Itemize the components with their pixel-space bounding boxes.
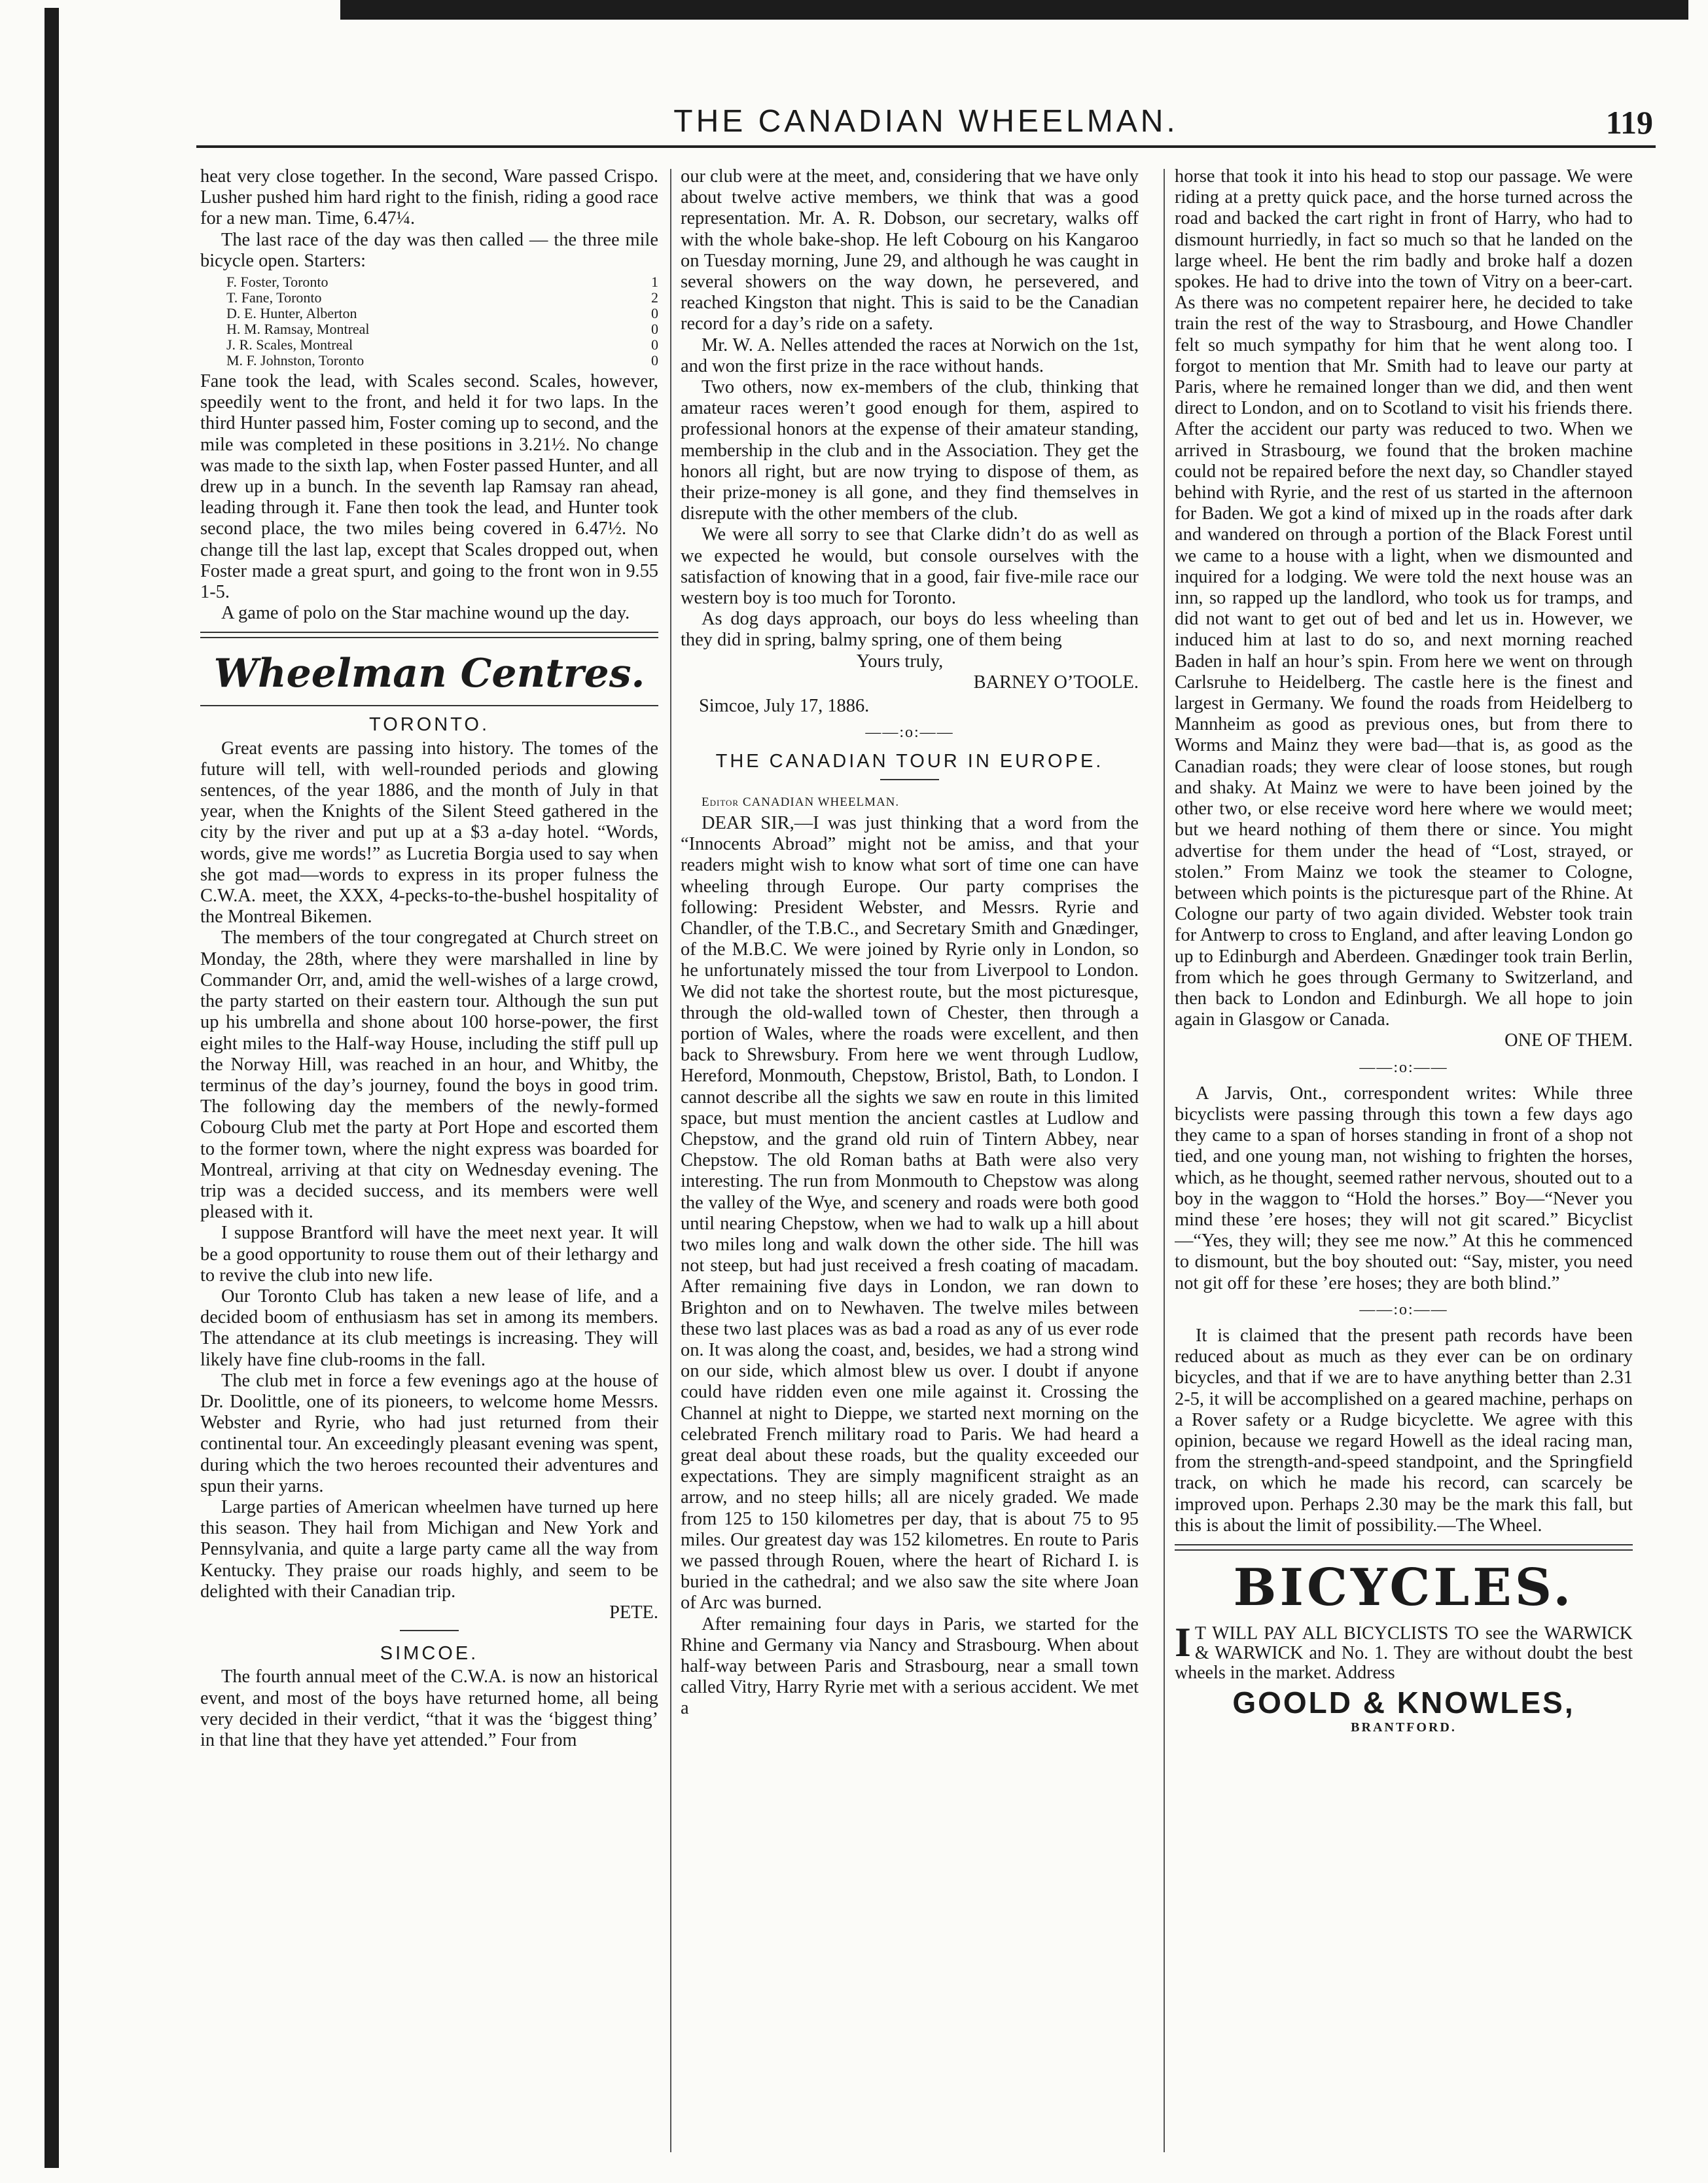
advertiser-name: GOOLD & KNOWLES, <box>1232 1686 1575 1720</box>
tour-heading: THE CANADIAN TOUR IN EUROPE. <box>715 751 1104 772</box>
article-paragraph: A Jarvis, Ont., correspondent writes: While three bicyclists were passing through this town a few days ago they came to a span of horses standing in front of a shop not tied, and one young man, not wishing to frighten the horses, which, as he thought, seemed rather nervous, shouted out to a boy in the waggon to “Hold the horses.” Boy—“Never you mind these ’ere hoses; they will not git scared.” Bicyclist—“Yes, they will; they see me now.” At this he commenced to dismount, but the boy shouted out: “Say, mister, you need not git off for these ’ere hoses; they are both blind.” <box>1175 1083 1633 1293</box>
article-paragraph: Mr. W. A. Nelles attended the races at Norwich on the 1st, and won the first prize in the race without hands. <box>681 334 1139 376</box>
section-break: ——:o:—— <box>1359 1058 1448 1076</box>
starter-name: T. Fane, Toronto <box>226 289 322 306</box>
page-edge-bar <box>44 8 59 2168</box>
top-border-rule <box>340 0 1688 20</box>
starter-row <box>226 353 658 369</box>
starter-score: 0 <box>651 336 658 353</box>
starter-row <box>226 337 658 353</box>
ad-drop-cap: I <box>1175 1619 1191 1665</box>
starters-list <box>226 274 658 369</box>
toronto-signature: PETE. <box>609 1602 658 1623</box>
article-paragraph: I suppose Brantford will have the meet next year. It will be a good opportunity to rouse them out of their lethargy and to revive the club into new life. <box>200 1223 658 1286</box>
starter-score: 0 <box>651 305 658 322</box>
section-break: ——:o:—— <box>1359 1301 1448 1318</box>
column-1 <box>200 166 658 2156</box>
starter-row <box>226 290 658 306</box>
simcoe-heading: SIMCOE. <box>380 1643 479 1665</box>
starter-score: 2 <box>651 289 658 306</box>
column-3 <box>1175 166 1633 2156</box>
editor-salutation: Editor CANADIAN WHEELMAN. <box>702 795 900 809</box>
article-paragraph: As dog days approach, our boys do less wheeling than they did in spring, balmy spring, one of them being <box>681 609 1139 651</box>
article-paragraph: heat very close together. In the second, Ware passed Crispo. Lusher pushed him hard right to the finish, riding a good race for a new man. Time, 6.47¼. <box>200 166 658 229</box>
running-title: THE CANADIAN WHEELMAN. <box>673 104 1179 139</box>
bicycles-ad-text <box>1175 1619 1633 1683</box>
starter-row <box>226 274 658 290</box>
starter-name: H. M. Ramsay, Montreal <box>226 321 370 338</box>
starter-score: 1 <box>651 274 658 291</box>
section-double-rule <box>1175 1544 1633 1551</box>
starter-row <box>226 306 658 321</box>
starter-name: M. F. Johnston, Toronto <box>226 352 365 369</box>
letter-dateline: Simcoe, July 17, 1886. <box>699 696 870 717</box>
section-double-rule <box>200 632 658 638</box>
article-paragraph: We were all sorry to see that Clarke didn’t do as well as we expected he would, but console ourselves with the satisfaction of knowing that in a good, fair five-mile race our western boy is too much for Toronto. <box>681 524 1139 609</box>
section-rule <box>200 705 658 706</box>
article-paragraph: Great events are passing into history. The tomes of the future will tell, with well-rounded periods and glowing sentences, of the year 1886, and the month of July in that year, when the Knights of the Silent Steed gathered in the city by the river and put up at a $3 a-day hotel. “Words, words, give me words!” as Lucretia Borgia used to say when she got mad—words to express in its proper fulness the C.W.A. meet, the XXX, 4-pecks-to-the-bushel hospitality of the Montreal Bikemen. <box>200 738 658 928</box>
article-paragraph: DEAR SIR,—I was just thinking that a word from the “Innocents Abroad” might not be amiss, and that your readers might wish to know what sort of time one can have wheeling through Europe. Our party comprises the following: President Webster, and Messrs. Ryrie and Chandler, of the T.B.C., and Secretary Smith and Gnædinger, of the M.B.C. We were joined by Ryrie only in London, so he unfortunately missed the tour from Liverpool to London. We did not take the shortest route, but the most picturesque, through the old-walled town of Chester, then through a portion of Wales, where the roads were excellent, and then back to Shrewsbury. From here we went through Ludlow, Hereford, Monmouth, Chepstow, Bristol, Bath, to London. I cannot describe all the sights we saw en route in this limited space, but must mention the ancient castles at Ludlow and Chepstow, and the grand old ruin of Tintern Abbey, near Chepstow. The old Roman baths at Bath were also very interesting. The run from Monmouth to Chepstow was along the valley of the Wye, and scenery and roads were both good until nearing Chepstow, when we had to walk up a hill about two miles long and walk down the other side. The hill was not steep, but had just received a fresh coating of macadam. After remaining five days in London, we ran down to Brighton and on to Newhaven. The twelve miles between these two last places was as bad a road as any of us ever rode on. It was along the coast, and, besides, we had a strong wind on our side, which almost blew us over. I doubt if anyone could have ridden even one mile against it. Crossing the Channel at night to Dieppe, we started next morning on the celebrated French military road to Paris. We had heard a great deal about these roads, but the quality exceeded our expectations. They are simply magnificent straight as an arrow, and no steep hills; all are nicely graded. We made from 125 to 150 kilometres per day, that is about 75 to 95 miles. Our greatest day was 152 kilometres. En route to Paris we passed through Rouen, where the heart of Richard I. is buried in the cathedral; and we also saw the site where Joan of Arc was burned. <box>681 812 1139 1614</box>
article-paragraph: The members of the tour congregated at Church street on Monday, the 28th, where they were marshalled in line by Commander Orr, and, amid the well-wishes of a large crowd, the party started on their eastern tour. Although the sun put up his umbrella and shone about 100 horse-power, the first eight miles to the Half-way House, including the stiff pull up the Norway Hill, was reached in an hour, and Whitby, the terminus of the day’s journey, found the boys in good trim. The following day the members of the newly-formed Cobourg Club met the party at Port Hope and escorted them to the former town, where the night express was boarded for Montreal, arriving at that city on Wednesday evening. The trip was a decided success, and its members were well pleased with it. <box>200 928 658 1223</box>
page-number: 119 <box>1605 104 1653 141</box>
header-rule <box>196 145 1656 148</box>
article-paragraph: Fane took the lead, with Scales second. Scales, however, speedily went to the front, and held it for two laps. In the third Hunter passed him, Foster coming up to second, and the mile was completed in these positions in 3.21½. No change was made to the sixth lap, when Foster passed Hunter, and all drew up in a bunch. In the seventh lap Ramsay ran ahead, leading through it. Fane then took the lead, and Hunter took second place, the two miles being covered in 6.47½. No change till the last lap, except that Scales dropped out, when Foster made a great spurt, and going to the front won in 9.55 1-5. <box>200 371 658 603</box>
starter-row <box>226 321 658 337</box>
starter-name: F. Foster, Toronto <box>226 274 329 291</box>
bicycles-ad-title: BICYCLES. <box>1233 1558 1575 1617</box>
column-divider <box>1164 169 1165 2152</box>
section-rule <box>880 779 939 780</box>
section-break: ——:o:—— <box>865 724 954 742</box>
article-paragraph: The fourth annual meet of the C.W.A. is now an historical event, and most of the boys have returned home, all being very decided in their verdict, “that it was the ‘biggest thing’ in that line that they have yet attended.” Four from <box>200 1667 658 1750</box>
article-paragraph: The last race of the day was then called — the three mile bicycle open. Starters: <box>200 229 658 271</box>
article-paragraph: A game of polo on the Star machine wound up the day. <box>221 603 630 624</box>
column-2 <box>681 166 1139 2156</box>
tour-signature: ONE OF THEM. <box>1504 1030 1633 1051</box>
article-paragraph: our club were at the meet, and, considering that we have only about twelve active members, we think that was a good representation. Mr. A. R. Dobson, our secretary, walks off with the whole bake-shop. He left Cobourg on his Kangaroo on Tuesday morning, June 29, and although he was caught in several showers on the way down, he persevered, and reached Kingston that night. This is said to be the Canadian record for a day’s ride on a safety. <box>681 166 1139 334</box>
article-paragraph: It is claimed that the present path records have been reduced about as much as they ever can be on ordinary bicycles, and that if we are to have anything better than 2.31 2-5, it will be accomplished on a geared machine, perhaps on a Rover safety or a Rudge bicyclette. We agree with this opinion, because we regard Howell as the ideal racing man, from the strength-and-speed standpoint, and the Springfield track, on which he made his record, can scarcely be improved upon. Perhaps 2.30 may be the mark this fall, but this is about the limit of possibility.—The Wheel. <box>1175 1325 1633 1536</box>
article-paragraph: horse that took it into his head to stop our passage. We were riding at a pretty quick pace, and the horse turned across the road and backed the cart right in front of Harry, who had to dismount hurriedly, in fact so much so that he landed on the large wheel. He bent the rim badly and broke half a dozen spokes. He had to drive into the town of Vitry on a beer-cart. As there was no competent repairer here, he decided to take train the rest of the way to Strasbourg, and Howe Chandler felt so much sympathy for him that he went along too. I forgot to mention that Mr. Smith had to leave our party at Paris, where he remained longer than we did, and then went direct to London, and on to Scotland to visit his friends there. After the accident our party was reduced to two. When we arrived in Strasbourg, we found that the broken machine could not be repaired before the next day, so Chandler stayed behind with Ryrie, and the rest of us started in the afternoon for Baden. We got a kind of mixed up in the roads after dark and wandered on through a portion of the Black Forest until we came to a house with a light, when we dismounted and inquired for a lodging. We were told the next house was an inn, so rapped up the landlord, who took us for tramps, and did not want to get out of bed and let us in. However, we induced him at last to do so, and next morning reached Baden in half an hour’s spin. From here we went on through Carlsruhe to Heidelberg. The castle here is the finest and largest in Germany. We found the roads from Heidelberg to Mannheim as good as previous ones, but from there to Worms and Mainz they were bad—that is, as good as the Canadian roads; they were clear of loose stones, but rough and shaky. At Mainz we were to have been joined by the other two, or else receive word here where we would meet; but we heard nothing of them there or since. You might advertise for them under the head of “Lost, strayed, or stolen.” From Mainz we took the steamer to Cologne, between which points is the picturesque part of the Rhine. At Cologne our party of two again divided. Webster took train for Antwerp to cross to England, and after leaving London go up to Edinburgh and Aberdeen. Gnædinger took train Berlin, from which he goes through Germany to Switzerland, and then back to London and Edinburgh. We all hope to join again in Glasgow or Canada. <box>1175 166 1633 1030</box>
toronto-heading: TORONTO. <box>369 714 489 736</box>
section-rule <box>400 1630 459 1631</box>
starter-score: 0 <box>651 321 658 338</box>
starter-score: 0 <box>651 352 658 369</box>
article-paragraph: Two others, now ex-members of the club, thinking that amateur races weren’t good enough for them, aspired to professional honors at the expense of their amateur standing, membership in the club and in the Association. They get the honors all right, but are now trying to dispose of them, as their prize-money is all gone, and they find themselves in disrepute with the other members of the club. <box>681 377 1139 524</box>
letter-closing: Yours truly, <box>856 651 944 672</box>
ad-body: T WILL PAY ALL BICYCLISTS TO see the WARWICK & WARWICK and No. 1. They are without doubt the best wheels in the market. Address <box>1175 1623 1633 1683</box>
article-paragraph: After remaining four days in Paris, we started for the Rhine and Germany via Nancy and Strasbourg. When about half-way between Paris and Strasbourg, near a small town called Vitry, Harry Ryrie met with a serious accident. We met a <box>681 1614 1139 1719</box>
article-paragraph: Large parties of American wheelmen have turned up here this season. They hail from Michigan and New York and Pennsylvania, and quite a large party came all the way from Kentucky. They praise our roads highly, and seem to be delighted with their Canadian trip. <box>200 1496 658 1602</box>
advertiser-place: BRANTFORD. <box>1351 1720 1457 1735</box>
article-paragraph: The club met in force a few evenings ago at the house of Dr. Doolittle, one of its pioneers, to welcome home Messrs. Webster and Ryrie, who had just returned from their continental tour. An exceedingly pleasant evening was spent, during which the two heroes recounted their adventures and spun their yarns. <box>200 1370 658 1496</box>
letter-signature: BARNEY O’TOOLE. <box>973 672 1139 693</box>
starter-name: D. E. Hunter, Alberton <box>226 305 357 322</box>
article-paragraph: Our Toronto Club has taken a new lease of life, and a decided boom of enthusiasm has set in among its members. The attendance at its club meetings is increasing. They will likely have fine club-rooms in the fall. <box>200 1286 658 1370</box>
wheelman-centres-title: Wheelman Centres. <box>213 651 645 697</box>
starter-name: J. R. Scales, Montreal <box>226 336 353 353</box>
column-divider <box>670 169 671 2152</box>
